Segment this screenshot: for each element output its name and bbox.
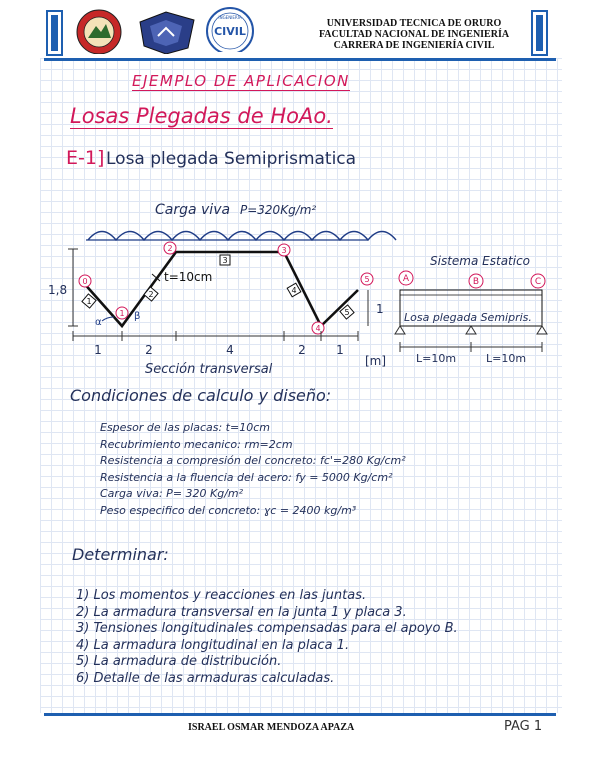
conditions-title: Condiciones de calculo y diseño: [70, 386, 332, 405]
support-a-label: A [402, 274, 410, 284]
alpha-label: α [95, 317, 102, 328]
support-a-symbol [395, 326, 405, 334]
author-name: ISRAEL OSMAR MENDOZA APAZA [188, 722, 355, 733]
example-title: Losa plegada Semiprismatica [106, 149, 357, 169]
joint-3-label: 3 [281, 246, 287, 255]
example-label: E-1] [66, 147, 105, 169]
height-label: 1,8 [48, 283, 68, 297]
thickness-label: t=10cm [164, 270, 213, 284]
determine-item-6: 6) Detalle de las armaduras calculadas. [76, 670, 335, 686]
section-label: Sección transversal [145, 362, 273, 377]
dim-5: 1 [336, 343, 344, 357]
distributed-load-arcs [88, 232, 396, 241]
header-line-1: UNIVERSIDAD TECNICA DE ORURO [326, 18, 502, 29]
dim-3: 4 [226, 343, 234, 357]
span-2-label: L=10m [486, 352, 527, 365]
footer-rule [44, 713, 556, 716]
logo-small-text: INGENIERIA [218, 15, 242, 20]
joint-4-label: 4 [315, 324, 321, 333]
beta-label: β [134, 311, 141, 322]
page-title: EJEMPLO DE APLICACION [132, 72, 350, 90]
right-height-label: 1 [376, 302, 384, 316]
page-subtitle: Losas Plegadas de HoAo. [70, 104, 333, 128]
determine-item-1: 1) Los momentos y reacciones en las juntas. [76, 588, 367, 603]
civil-engineering-logo [202, 6, 258, 52]
plate-3-label: 3 [222, 256, 228, 265]
faculty-crest-icon [136, 8, 198, 54]
determine-item-3: 3) Tensiones longitudinales compensadas para el apoyo B. [76, 621, 458, 636]
determine-title: Determinar: [72, 545, 169, 564]
logo-text: CIVIL [214, 25, 246, 38]
dim-2: 2 [145, 343, 153, 357]
condition-unit-weight: Peso especifico del concreto: ɣc = 2400 kg/m³ [100, 503, 357, 517]
university-seal-icon [74, 8, 124, 54]
header-line-2: FACULTAD NACIONAL DE INGENIERÍA [318, 29, 510, 40]
condition-cover: Recubrimiento mecanico: rm=2cm [100, 437, 293, 451]
support-c-symbol [537, 326, 547, 334]
determine-item-4: 4) La armadura longitudinal en la placa 1. [76, 637, 350, 653]
condition-thickness: Espesor de las placas: t=10cm [100, 421, 270, 434]
right-header-bar [531, 10, 548, 56]
beam-label: Losa plegada Semipris. [404, 311, 532, 324]
span-1-label: L=10m [416, 352, 457, 365]
left-header-bar [46, 10, 63, 56]
determine-item-5: 5) La armadura de distribución. [76, 654, 282, 669]
university-header [300, 18, 528, 51]
plate-2-label: 2 [148, 290, 154, 299]
joint-2-label: 2 [167, 244, 173, 253]
determine-list [76, 588, 458, 687]
load-value: P=320Kg/m² [240, 203, 317, 217]
header-line-3: CARRERA DE INGENIERÍA CIVIL [333, 40, 495, 51]
plate-1-label: 1 [86, 297, 92, 306]
support-b-label: B [472, 277, 480, 287]
static-system-title: Sistema Estatico [430, 254, 531, 268]
cross-section-figure [40, 195, 562, 380]
joint-5-label: 5 [364, 275, 370, 284]
support-b-symbol [466, 326, 476, 334]
header-rule [44, 58, 556, 61]
dim-4: 2 [298, 343, 306, 357]
plate-5-label: 5 [344, 308, 350, 317]
condition-live-load: Carga viva: P= 320 Kg/m² [100, 487, 244, 500]
load-label: Carga viva [155, 202, 231, 218]
condition-fc: Resistencia a compresión del concreto: fc'=280 Kg/cm² [100, 454, 406, 467]
determine-item-2: 2) La armadura transversal en la junta 1 y placa 3. [76, 604, 407, 620]
plate-4-label: 4 [291, 286, 297, 295]
support-c-label: C [534, 277, 542, 287]
condition-fy: Resistencia a la fluencia del acero: fy = 5000 Kg/cm² [100, 470, 393, 484]
page-number: PAG 1 [504, 719, 543, 734]
dim-1: 1 [94, 343, 102, 357]
conditions-list [100, 420, 406, 519]
unit-label: [m] [365, 354, 387, 368]
joint-0-label: 0 [82, 277, 88, 286]
joint-1-label: 1 [119, 309, 125, 318]
